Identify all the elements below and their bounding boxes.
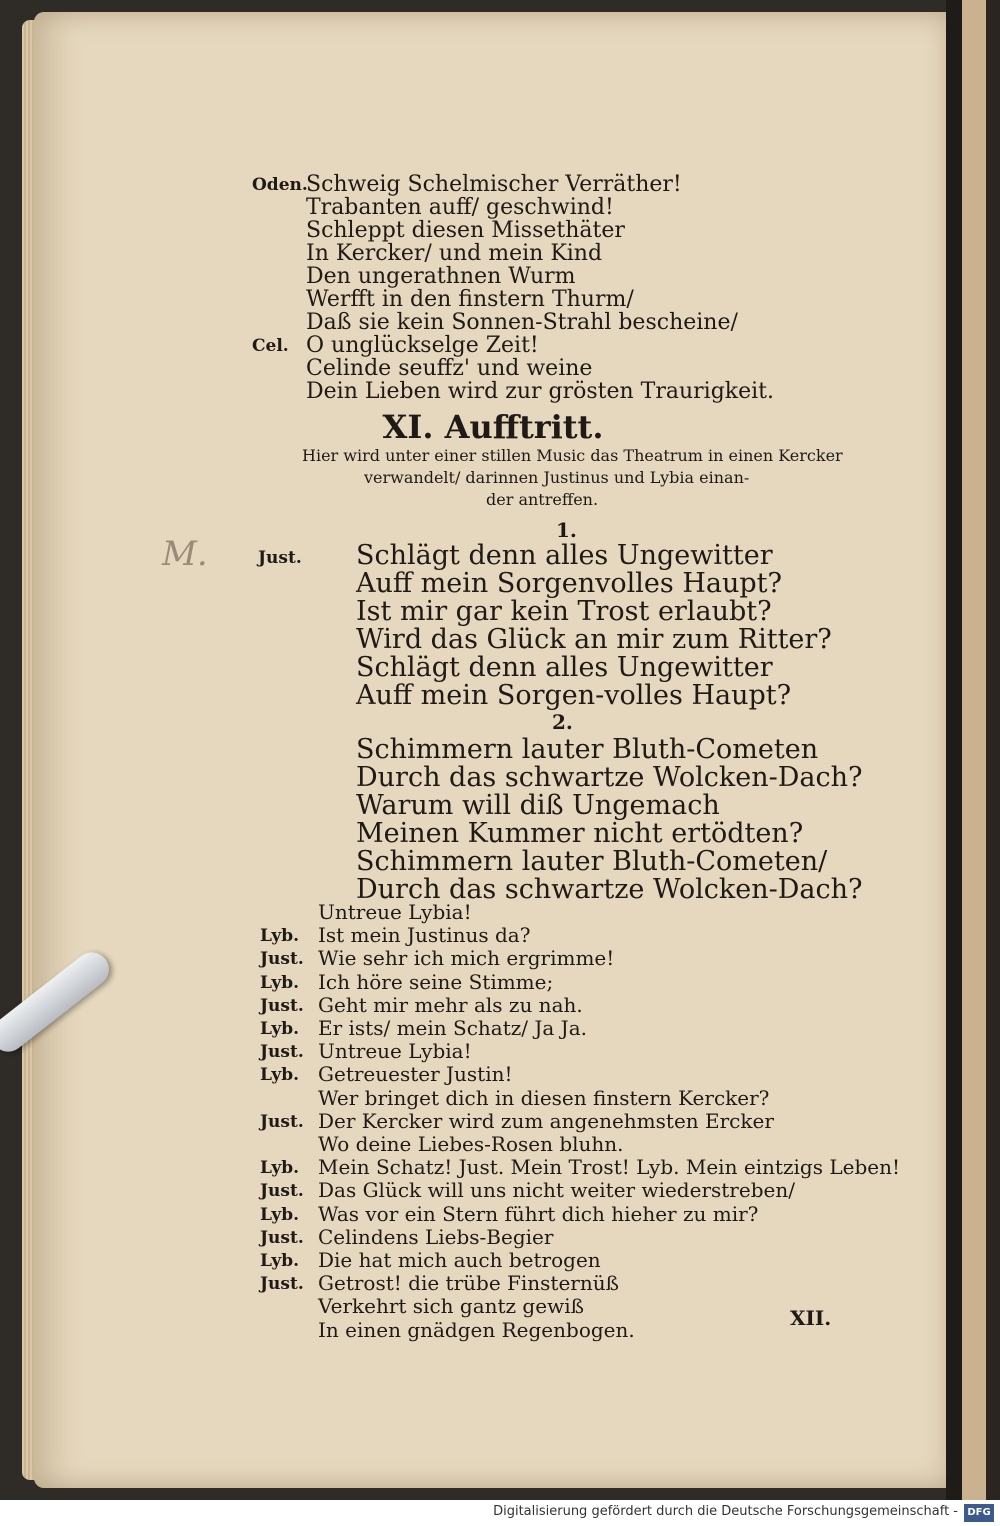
verse-line: Auff mein Sorgen-volles Haupt? (356, 680, 792, 711)
speaker-label: Just. (260, 995, 304, 1016)
verse-line: Das Glück will uns nicht weiter wiederstreben/ (318, 1178, 795, 1203)
stanza-number: 2. (552, 710, 573, 734)
speaker-label: Just. (260, 1111, 304, 1132)
verse-line: Untreue Lybia! (318, 1039, 472, 1064)
verse-line: Getreuester Justin! (318, 1062, 513, 1087)
speaker-label: Oden. (252, 175, 308, 195)
verse-line: Ist mein Justinus da? (318, 923, 531, 948)
speaker-label: Just. (260, 1181, 304, 1202)
stage-direction-line: verwandelt/ darinnen Justinus und Lybia einan- (364, 468, 750, 487)
scene-heading: XI. Aufftritt. (382, 408, 604, 446)
verse-line: Die hat mich auch betrogen (318, 1248, 601, 1272)
verse-line: In Kercker/ und mein Kind (306, 241, 603, 266)
verse-line: Celindens Liebs-Begier (318, 1224, 554, 1249)
verse-line: Wo deine Liebes-Rosen bluhn. (318, 1132, 624, 1156)
margin-note: M. (162, 534, 208, 574)
dfg-logo-icon: DFG (964, 1504, 994, 1522)
speaker-label: Lyb. (260, 972, 300, 993)
verse-line: O unglückselge Zeit! (306, 333, 539, 358)
verse-line: Trabanten auff/ geschwind! (306, 195, 614, 220)
funding-credit: Digitalisierung gefördert durch die Deutsche Forschungsgemeinschaft - (493, 1504, 958, 1519)
verse-line: Mein Schatz! Just. Mein Trost! Lyb. Mein eintzigs Leben! (318, 1155, 901, 1180)
verse-line: Durch das schwartze Wolcken-Dach? (356, 762, 863, 793)
verse-line: Werfft in den finstern Thurm/ (306, 287, 634, 312)
stage-direction-line: der antreffen. (486, 490, 599, 509)
speaker-label: Just. (260, 1042, 304, 1063)
book-spine (946, 0, 1000, 1500)
verse-line: Was vor ein Stern führt dich hieher zu mir? (318, 1201, 759, 1226)
verse-line: Den ungerathnen Wurm (306, 264, 576, 289)
stanza-number: 1. (556, 518, 577, 542)
verse-line: Ist mir gar kein Trost erlaubt? (356, 596, 772, 627)
verse-line: Schimmern lauter Bluth-Cometen (356, 734, 819, 765)
aria-speaker: Just. (258, 548, 302, 568)
speaker-label: Just. (260, 1274, 304, 1295)
speaker-label: Lyb. (260, 926, 300, 947)
verse-line: Wie sehr ich mich ergrimme! (318, 946, 615, 971)
verse-line: Ich höre seine Stimme; (318, 969, 554, 994)
verse-line: Meinen Kummer nicht ertödten? (356, 818, 804, 849)
speaker-label: Just. (260, 949, 304, 970)
verse-line: Wird das Glück an mir zum Ritter? (356, 624, 832, 655)
verse-line: Verkehrt sich gantz gewiß (318, 1294, 584, 1319)
verse-line: Dein Lieben wird zur grösten Traurigkeit. (306, 379, 775, 404)
verse-line: Getrost! die trübe Finsternüß (318, 1271, 619, 1296)
verse-line: Er ists/ mein Schatz/ Ja Ja. (318, 1016, 587, 1040)
verse-line: Schweig Schelmischer Verräther! (306, 172, 682, 197)
verse-line: Untreue Lybia! (318, 900, 472, 924)
book-page (34, 12, 952, 1488)
verse-line: Der Kercker wird zum angenehmsten Ercker (318, 1108, 774, 1133)
speaker-label: Lyb. (260, 1204, 300, 1225)
verse-line: In einen gnädgen Regenbogen. (318, 1317, 635, 1342)
speaker-label: Lyb. (260, 1158, 300, 1179)
catchword: XII. (790, 1306, 832, 1330)
verse-line: Schleppt diesen Missethäter (306, 218, 625, 243)
speaker-label: Lyb. (260, 1251, 300, 1271)
verse-line: Schimmern lauter Bluth-Cometen/ (356, 846, 828, 877)
verse-line: Daß sie kein Sonnen-Strahl bescheine/ (306, 310, 738, 335)
speaker-label: Lyb. (260, 1019, 300, 1039)
verse-line: Celinde seuffz' und weine (306, 356, 593, 381)
stage-direction-line: Hier wird unter einer stillen Music das Theatrum in einen Kercker (302, 446, 843, 465)
speaker-label: Lyb. (260, 1065, 300, 1086)
speaker-label: Just. (260, 1227, 304, 1248)
verse-line: Schlägt denn alles Ungewitter (356, 652, 773, 683)
verse-line: Auff mein Sorgenvolles Haupt? (356, 568, 782, 599)
verse-line: Schlägt denn alles Ungewitter (356, 540, 773, 571)
verse-line: Durch das schwartze Wolcken-Dach? (356, 874, 863, 905)
footer-strip (0, 1500, 1000, 1526)
speaker-label: Cel. (252, 336, 289, 356)
verse-line: Geht mir mehr als zu nah. (318, 992, 583, 1017)
verse-line: Warum will diß Ungemach (356, 790, 720, 821)
verse-line: Wer bringet dich in diesen finstern Kercker? (318, 1085, 770, 1110)
